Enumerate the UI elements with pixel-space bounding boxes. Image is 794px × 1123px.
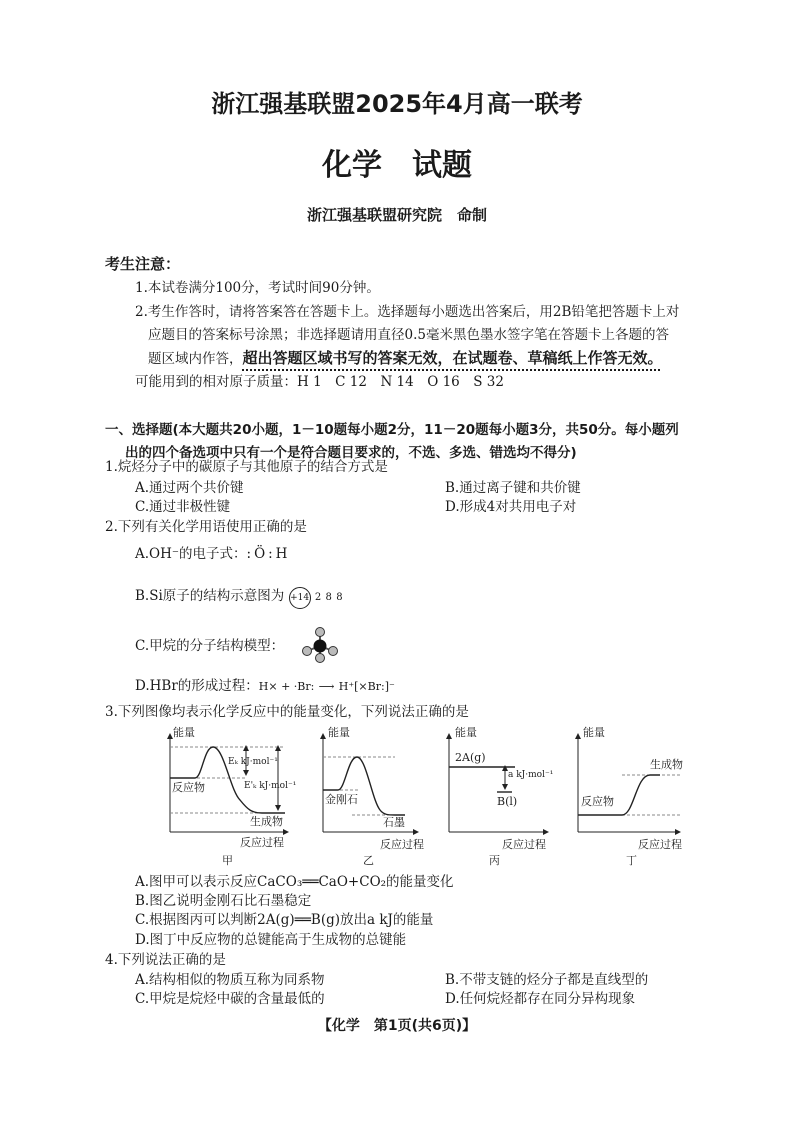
question-stem: 2.下列有关化学用语使用正确的是 (105, 519, 307, 535)
page-footer: 【化学 第1页(共6页)】 (317, 1018, 477, 1034)
label-diamond: 金刚石 (325, 793, 358, 806)
option-a: A.通过两个共价键 (135, 480, 244, 496)
option-c: C.根据图丙可以判断2A(g)══B(g)放出a kJ的能量 (135, 912, 434, 928)
y-axis-label: 能量 (455, 726, 477, 739)
exam-title: 浙江强基联盟2025年4月高一联考 (211, 90, 583, 118)
label-product: 生成物 (250, 815, 283, 828)
section-heading: 一、选择题(本大题共20小题，1－10题每小题2分，11－20题每小题3分，共50分。每小题列 (105, 422, 679, 438)
si-nucleus: +14 (289, 587, 311, 609)
question-stem: 1.烷烃分子中的碳原子与其他原子的结合方式是 (105, 459, 388, 475)
y-axis-label: 能量 (328, 726, 350, 739)
option-b: B.通过离子键和共价键 (445, 480, 581, 496)
oh-electron-formula: :Ö:H (246, 546, 291, 562)
hbr-reactants: H× + ·Br: (258, 680, 315, 693)
y-axis-label: 能量 (173, 726, 195, 739)
option-b: B.图乙说明金刚石比石墨稳定 (135, 893, 312, 909)
diagram-caption: 乙 (363, 854, 374, 867)
y-axis-label: 能量 (583, 726, 605, 739)
option-text: C.甲烷的分子结构模型： (135, 638, 285, 654)
atomic-masses: 可能用到的相对原子质量：H 1 C 12 N 14 O 16 S 32 (135, 374, 504, 390)
label-graphite: 石墨 (383, 816, 405, 829)
diagram-caption: 丙 (489, 854, 500, 867)
notice-item: 1.本试卷满分100分，考试时间90分钟。 (135, 280, 380, 296)
notice-emphasis: 超出答题区域书写的答案无效，在试题卷、草稿纸上作答无效。 (242, 349, 663, 367)
notice-item: 2.考生作答时，请将答案答在答题卡上。选择题每小题选出答案后，用2B铅笔把答题卡上对 (135, 304, 680, 320)
x-axis-label: 反应过程 (380, 838, 424, 851)
shell-count: 8 (336, 592, 343, 603)
label-product: 生成物 (650, 758, 683, 771)
diagram-jia (170, 725, 296, 867)
question-stem: 4.下列说法正确的是 (105, 952, 226, 968)
option-c: C.甲烷是烷烃中碳的含量最低的 (135, 991, 325, 1007)
notice-text: 题区域内作答， (148, 351, 243, 367)
label-a-kj: a kJ·mol⁻¹ (508, 770, 554, 780)
option-d: D.形成4对共用电子对 (445, 499, 577, 515)
x-axis-label: 反应过程 (502, 838, 546, 851)
label-ek-prime: E'ₖ kJ·mol⁻¹ (244, 781, 297, 791)
arrow-icon: ⟶ (318, 680, 335, 693)
diagram-caption: 甲 (222, 854, 233, 867)
notice-heading: 考生注意： (105, 255, 181, 273)
label-2a-gas: 2A(g) (455, 751, 486, 764)
diagram-bing (449, 725, 553, 867)
label-reactant: 反应物 (581, 795, 614, 808)
shell-count: 2 (314, 592, 322, 603)
option-a: A.图甲可以表示反应CaCO₃══CaO+CO₂的能量变化 (135, 874, 454, 890)
shell-count: 8 (325, 592, 332, 603)
option-text: B.Si原子的结构示意图为 (135, 588, 285, 604)
question-stem: 3.下列图像均表示化学反应中的能量变化，下列说法正确的是 (105, 704, 469, 720)
diagram-ding (578, 725, 683, 867)
hbr-product: H⁺[×Br:]⁻ (338, 680, 395, 693)
author-line: 浙江强基联盟研究院 命制 (306, 206, 487, 224)
label-reactant: 反应物 (172, 781, 205, 794)
subject-title: 化学 试题 (322, 148, 472, 183)
x-axis-label: 反应过程 (638, 838, 682, 851)
diagram-caption: 丁 (626, 854, 637, 867)
label-ek: Eₖ kJ·mol⁻¹ (228, 757, 278, 767)
notice-item: 应题目的答案标号涂黑；非选择题请用直径0.5毫米黑色墨水签字笔在答题卡上各题的答 (148, 327, 669, 343)
option-text: A.OH⁻的电子式： (135, 546, 247, 562)
option-b: B.不带支链的烃分子都是直线型的 (445, 972, 649, 988)
option-d: D.任何烷烃都存在同分异构现象 (445, 991, 636, 1007)
option-d: D.图丁中反应物的总键能高于生成物的总键能 (135, 932, 407, 948)
option-text: D.HBr的形成过程： (135, 678, 259, 694)
diagram-yi (323, 725, 424, 867)
section-heading: 出的四个备选项中只有一个是符合题目要求的，不选、多选、错选均不得分) (125, 445, 577, 461)
option-c: C.通过非极性键 (135, 499, 231, 515)
x-axis-label: 反应过程 (240, 836, 284, 849)
label-b-liquid: B(l) (497, 795, 518, 808)
option-a: A.结构相似的物质互称为同系物 (135, 972, 325, 988)
